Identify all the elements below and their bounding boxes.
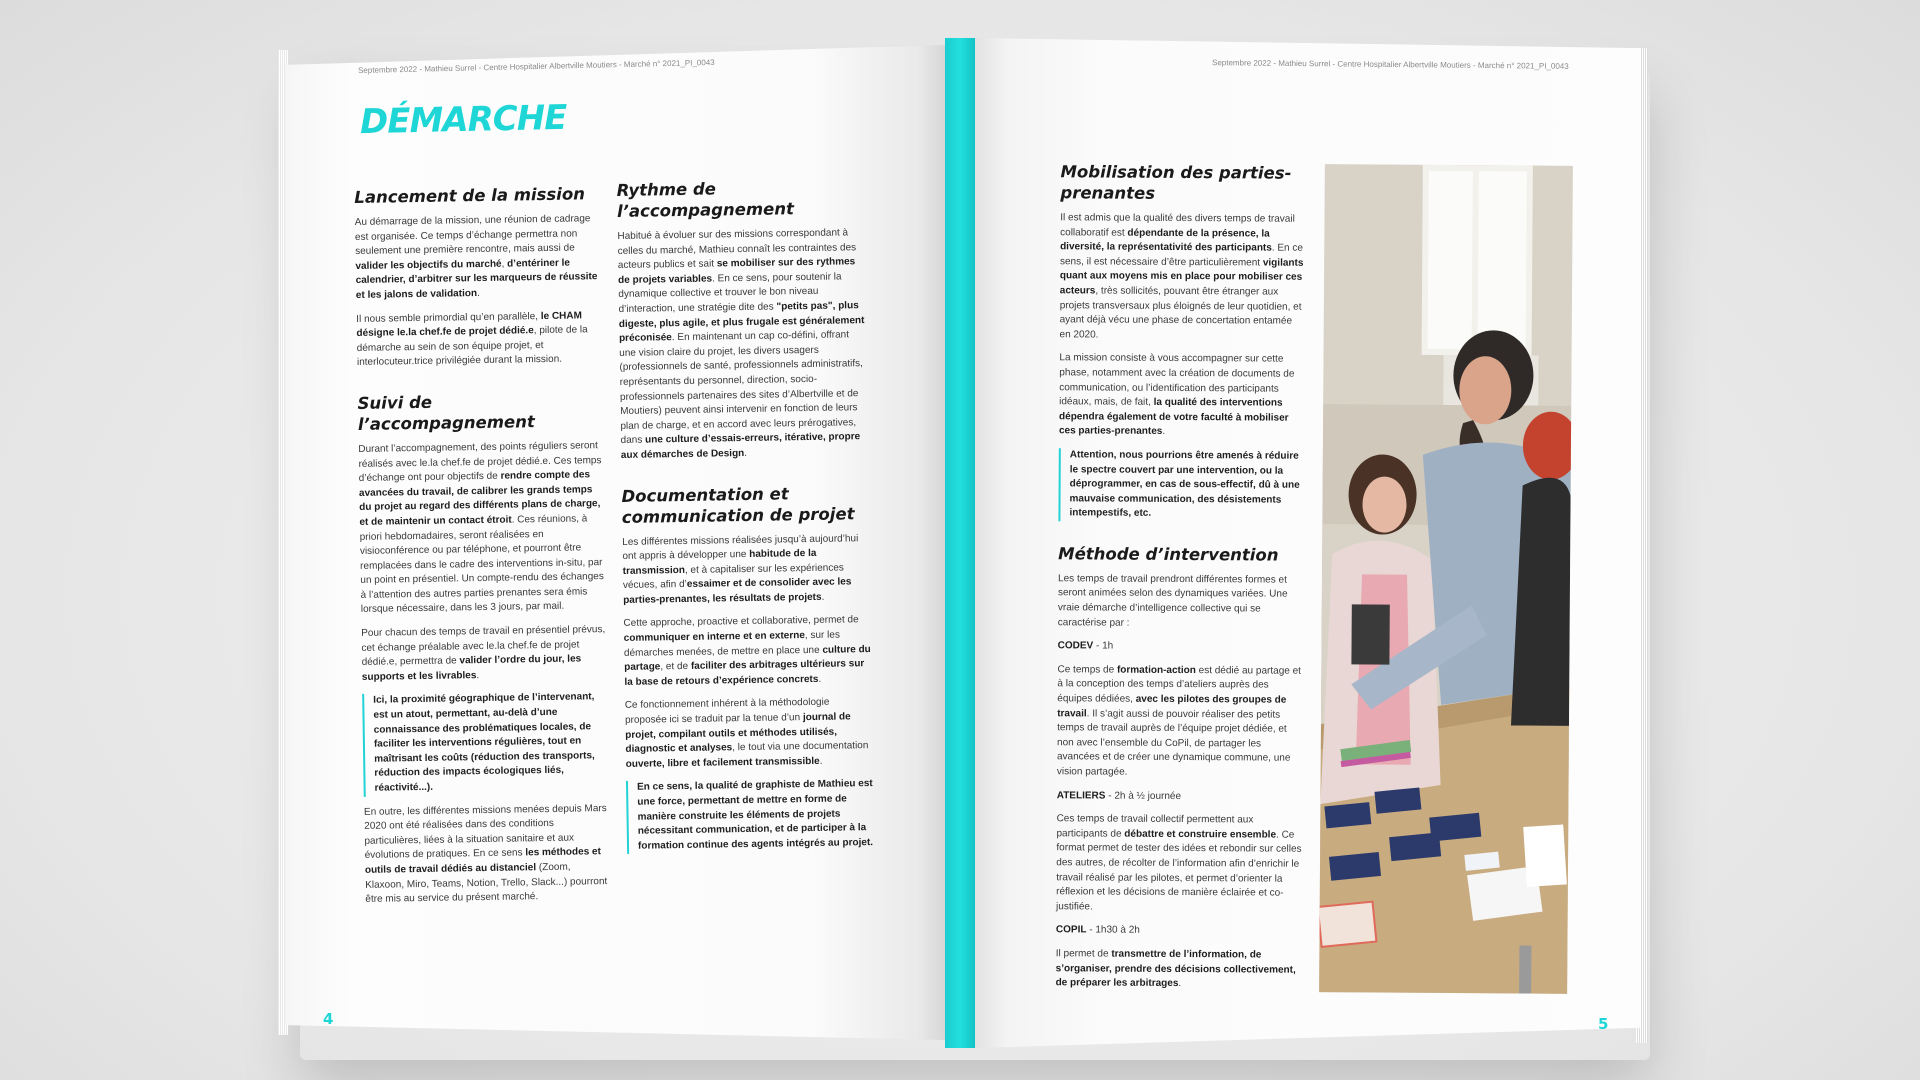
bold-text: dépendante de la présence, la diversité, la représentativité des participants <box>1060 227 1272 254</box>
bold-text: le CHAM désigne le.la chef.fe de projet dédié.e <box>356 309 582 340</box>
left-header: Septembre 2022 - Mathieu Surrel - Centre Hospitalier Albertville Moutiers - Marché n° 2021_PI_0043 <box>357 57 715 76</box>
text: Ces temps de travail collectif permettent aux participants de <box>1056 813 1254 840</box>
bold-text: les méthodes et outils de travail dédiés au distanciel <box>364 846 601 876</box>
text: , très sollicités, pouvant être étranger aux projets transversaux plus éloignés de leur quotidien, et ayant déjà vécu une phase de concertation entamée en 2020. <box>1059 285 1302 341</box>
bold-text: la qualité des interventions dépendra également de votre faculté à mobiliser ces parties-prenantes <box>1058 396 1289 438</box>
section-rythme <box>617 176 869 463</box>
paragraph <box>355 212 602 303</box>
text: est dédié au partage et à la conception des temps d’ateliers auprès des équipes dédiées, <box>1057 664 1301 705</box>
bold-text: essaimer et de consolider avec les parties-prenantes, les résultats de projets <box>623 576 852 606</box>
right-header: Septembre 2022 - Mathieu Surrel - Centre Hospitalier Albertville Moutiers - Marché n° 2021_PI_0043 <box>1211 58 1569 71</box>
text: La mission consiste à vous accompagner sur cette phase, notamment avec la création de documents de communication, ou l’identification des participants idéaux, mais, de fait, <box>1059 352 1295 408</box>
paragraph <box>1056 812 1303 916</box>
section-mobilisation <box>1058 161 1306 522</box>
paragraph <box>625 695 874 772</box>
callout-quote: En ce sens, la qualité de graphiste de Mathieu est une force, permettant de mettre en forme de manière construite les éléments de projets nécessitant communication, et de participer à la formation continue des agents intégrés au projet. <box>626 777 875 854</box>
term-label: ATELIERS <box>1056 789 1106 802</box>
paragraph: Les temps de travail prendront différentes formes et seront animées selon des dynamiques variées. Une vraie démarche d’intelligence collective qui se caractérise par : <box>1057 573 1288 629</box>
section-suivi <box>357 389 611 908</box>
bold-text: avec les pilotes des groupes de travail <box>1057 693 1287 720</box>
text: . <box>476 287 480 300</box>
text: , le tout via une documentation <box>732 740 869 754</box>
text: , et à capitaliser sur les expériences vécues, afin d’ <box>622 562 844 592</box>
bold-text: journal de projet, compilant outils et méthodes utilisés, diagnostic et analyses <box>625 711 851 756</box>
text: Durant l’accompagnement, des points réguliers seront réalisés avec le.la chef.fe de projet dédié.e. Ces temps d’échange ont pour objectifs de <box>358 440 602 485</box>
text: . <box>1162 426 1166 438</box>
callout-quote: Ici, la proximité géographique de l’intervenant, est un atout, permettant, au-delà d’une connaissance des problématiques locales, de faciliter les interventions régulières, tout en maîtrisant les coûts (réduction des transports, réduction des impacts écologiques liés, réactivité...). <box>362 690 610 796</box>
term-ateliers <box>1057 789 1303 805</box>
text: Au démarrage de la mission, une réunion de cadrage est organisée. Ce temps d’échange permettra non seulement une première rencontre, mais aussi de <box>354 213 591 258</box>
text: Les différentes missions réalisées jusqu’à aujourd’hui ont appris à développer une <box>622 532 859 563</box>
bold-text: débattre et construire ensemble <box>1124 828 1277 841</box>
term-copil <box>1056 924 1302 940</box>
text: , et de <box>660 661 691 673</box>
paragraph <box>623 614 872 691</box>
bold-text: rendre compte des avancées du travail, de calibrer les grands temps du projet au regard des différents plans de charge, et de maintenir un contact étroit <box>358 469 601 528</box>
text: . <box>821 591 825 603</box>
paragraph <box>358 439 607 618</box>
text: . Ces réunions, à priori hebdomadaires, seront réalisées en visioconférence ou par téléphone, et pourront être remplacées dans le cadre des interventions in-situ, par un point en présentiel. Un compte-rendu des échanges à l’attention des autres parties prenantes sera émis lorsque nécessaire, dans les 3 jours, par mail. <box>359 513 604 616</box>
bold-text: culture du partage <box>624 643 871 674</box>
text: En outre, les différentes missions menées depuis Mars 2020 ont été réalisées dans des conditions particulières, liées à la situation sanitaire et aux évolutions de pratiques. En ce sens <box>363 802 607 862</box>
text: (Zoom, Klaxoon, Miro, Teams, Notion, Trello, Slack...) pourront être mis au service du présent marché. <box>365 861 608 906</box>
book-spine <box>945 38 975 1048</box>
term-label: CODEV <box>1057 640 1094 652</box>
bold-text: une culture d’essais-erreurs, itérative, propre aux démarches de Design <box>620 431 861 461</box>
workshop-photo-illustration <box>1319 164 1573 994</box>
text: . <box>744 447 748 459</box>
page-number-left: 4 <box>323 1010 334 1028</box>
bold-text: ouverte, libre et facilement transmissible <box>625 755 820 770</box>
text: . Ce format permet de tester des idées et rebondir sur celles des autres, de récolter de l’information afin d’enrichir le travail réalisé par les pilotes, et permet d’orienter la réflexion et les décisions de manière éclairée et co-justifiée. <box>1056 829 1302 913</box>
bold-text: valider les objectifs du marché <box>355 258 502 272</box>
text: . <box>818 673 822 685</box>
page-number-right: 5 <box>1598 1015 1609 1033</box>
text: Il permet de <box>1055 948 1112 960</box>
page-title: DÉMARCHE <box>359 97 567 143</box>
heading-methode: Méthode d’intervention <box>1058 544 1279 565</box>
bold-text: communiquer en interne et en externe <box>623 630 805 644</box>
text: Il nous semble primordial qu’en parallèle, <box>356 310 541 325</box>
paragraph <box>364 802 612 908</box>
term-duration: - 1h30 à 2h <box>1086 924 1140 937</box>
term-codev <box>1058 639 1304 655</box>
bold-text: transmettre de l’information, de s’organiser, prendre des décisions collectivement, de préparer les arbitrages <box>1055 948 1296 990</box>
text: . En maintenant un cap co-défini, offrant une vision claire du projet, les divers usagers (professionnels de santé, professionnels administratifs, représentants du personnel, direction, socio-professionnels partenaires des sites d’Albertville et de Moutiers) peuvent ainsi intervenir en fonction de leurs plan de charge, et en accord avec leurs prérogatives, dans <box>619 329 864 447</box>
paragraph <box>617 226 869 463</box>
right-column <box>1055 161 1306 1014</box>
paragraph <box>1059 211 1306 344</box>
section-documentation <box>621 482 875 855</box>
section-lancement <box>354 183 603 371</box>
term-duration: - 2h à ½ journée <box>1105 790 1182 802</box>
left-column-2 <box>617 176 876 876</box>
text: Ce fonctionnement inhérent à la méthodologie proposée ici se traduit par la tenue d’un <box>624 697 830 726</box>
text: . Il s’agit aussi de pouvoir réaliser des petits temps de travail auprès de l’équipe projet dédiée, et non avec l’ensemble du CoPil, de partager les avancées et de créer une dynamique commune, une vision partagée. <box>1056 708 1291 778</box>
bold-text: valider l’ordre du jour, les supports et les livrables <box>361 653 582 683</box>
heading-lancement: Lancement de la mission <box>354 184 586 207</box>
left-column-1 <box>354 183 612 930</box>
paragraph <box>356 309 603 371</box>
paragraph <box>361 623 608 685</box>
term-duration: - 1h <box>1093 640 1114 652</box>
paragraph <box>1056 947 1302 992</box>
text: . <box>1178 978 1182 990</box>
workshop-photo <box>1319 164 1573 994</box>
text: Habitué à évoluer sur des missions correspondant à celles du marché, Mathieu connaît les contraintes des acteurs publics et sait <box>617 227 857 272</box>
text: . En ce sens, pour soutenir la dynamique collective et trouver le bon niveau d’interaction, une stratégie dite des <box>618 271 842 315</box>
text: , pilote de la démarche au sein de son équipe projet, et interlocuteur.trice privilégiée durant la mission. <box>356 324 588 369</box>
text: . <box>819 755 823 767</box>
bold-text: faciliter des arbitrages ultérieurs sur la base de retours d’expérience concrets <box>624 658 865 688</box>
text: , sur les démarches menées, de mettre en place une <box>623 629 840 659</box>
bold-text: "petits pas", plus digeste, plus agile, et plus frugale est généralement préconisée <box>618 300 865 345</box>
callout-quote: Attention, nous pourrions être amenés à réduire le spectre couvert par une intervention, ou la déprogrammer, en cas de sous-effectif, dû à une mauvaise communication, des désistements intempestifs, etc. <box>1058 448 1304 522</box>
heading-documentation: Documentation et communication de projet <box>621 483 855 527</box>
bold-text: formation-action <box>1116 664 1196 676</box>
section-methode <box>1056 543 1305 992</box>
text: Pour chacun des temps de travail en présentiel prévus, cet échange préalable avec le.la chef.fe de projet dédié.e, permettra de <box>361 624 606 669</box>
paragraph <box>1059 352 1306 441</box>
term-label: COPIL <box>1055 924 1087 936</box>
bold-text: vigilants quant aux moyens mis en place pour mobiliser ces acteurs <box>1059 257 1304 297</box>
text: . En ce sens, il est nécessaire d’être particulièrement <box>1059 242 1304 269</box>
paragraph <box>1057 663 1304 781</box>
text: Il est admis que la qualité des divers temps de travail collaboratif est <box>1060 212 1295 239</box>
text: . <box>476 669 480 681</box>
text: Cette approche, proactive et collaborative, permet de <box>623 614 859 630</box>
bold-text: se mobiliser sur des rythmes de projets variables <box>618 256 856 286</box>
heading-rythme: Rythme de l’accompagnement <box>616 179 795 221</box>
bold-text: habitude de la transmission <box>622 547 817 577</box>
text: Ce temps de <box>1057 664 1118 676</box>
heading-mobilisation: Mobilisation des parties-prenantes <box>1060 162 1292 203</box>
heading-suivi: Suivi de l’accompagnement <box>357 392 535 434</box>
text: , <box>501 258 508 270</box>
paragraph <box>622 532 871 609</box>
bold-text: d’entériner le calendrier, d’arbitrer sur les marqueurs de réussite et les jalons de validation <box>355 257 598 301</box>
